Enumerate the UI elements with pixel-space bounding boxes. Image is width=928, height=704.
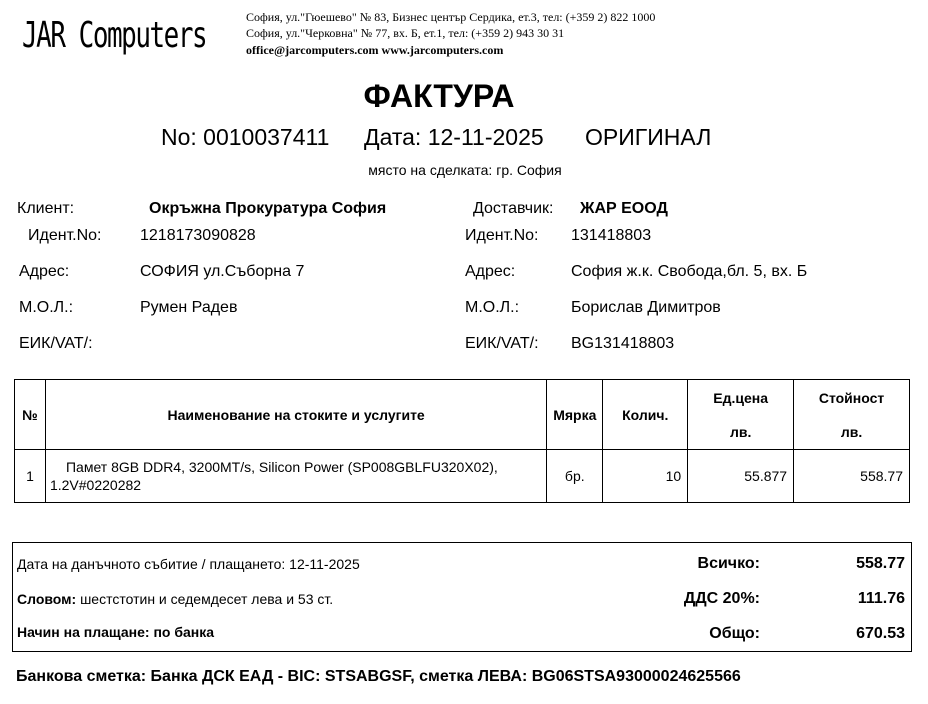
- header-value-line2: лв.: [840, 423, 863, 440]
- header-value-line1: Стойност: [818, 389, 885, 406]
- header-price-line1: Ед.цена: [713, 389, 768, 406]
- client-id: 1218173090828: [140, 227, 256, 244]
- client-address: СОФИЯ ул.Съборна 7: [140, 263, 305, 280]
- row-num: 1: [15, 450, 46, 503]
- total-value: 558.77: [856, 555, 905, 572]
- company-logo: JAR Computers: [22, 15, 207, 56]
- row-name-line1: Памет 8GB DDR4, 3200MT/s, Silicon Power (SP008GBLFU320X02),: [65, 459, 498, 475]
- row-value: 558.77: [794, 450, 910, 503]
- company-address-2: София, ул."Черковна" № 77, вх. Б, ет.1, тел: (+359 2) 943 30 31: [246, 26, 565, 40]
- amount-in-words: [17, 591, 333, 607]
- supplier-vat: BG131418803: [571, 335, 675, 352]
- company-address-1: София, ул."Гюешево" № 83, Бизнес център Сердика, ет.3, тел: (+359 2) 822 1000: [246, 10, 656, 24]
- row-name-line2: 1.2V#0220282: [49, 477, 142, 493]
- supplier-address: София ж.к. Свобода,бл. 5, вх. Б: [571, 263, 808, 280]
- header-price: [688, 380, 794, 450]
- supplier-vat-label: ЕИК/VAT/:: [465, 335, 539, 352]
- items-table: [14, 379, 910, 503]
- invoice-date: Дата: 12-11-2025: [364, 124, 544, 150]
- client-mol: Румен Радев: [140, 299, 238, 316]
- items-header-row: [15, 380, 910, 450]
- row-qty: 10: [603, 450, 688, 503]
- deal-place: място на сделката: гр. София: [368, 162, 562, 178]
- vat-label: ДДС 20%:: [683, 590, 760, 607]
- vat-value: 111.76: [857, 590, 905, 607]
- supplier-address-label: Адрес:: [465, 263, 516, 280]
- supplier-label: Доставчик:: [473, 200, 554, 217]
- invoice-number: No: 0010037411: [161, 124, 330, 150]
- client-vat-label: ЕИК/VAT/:: [19, 335, 93, 352]
- grand-total-value: 670.53: [856, 625, 905, 642]
- company-contacts: office@jarcomputers.com www.jarcomputers.com: [246, 43, 504, 57]
- supplier-mol: Борислав Димитров: [571, 299, 721, 316]
- header-name: Наименование на стоките и услугите: [45, 380, 546, 450]
- row-price: 55.877: [688, 450, 794, 503]
- payment-method: Начин на плащане: по банка: [17, 624, 215, 640]
- client-id-label: Идент.No:: [28, 227, 102, 244]
- supplier-name: ЖАР ЕООД: [580, 200, 668, 217]
- client-name: Окръжна Прокуратура София: [149, 200, 387, 217]
- client-mol-label: М.О.Л.:: [19, 299, 74, 316]
- supplier-id: 131418803: [571, 227, 652, 244]
- tax-event-date: Дата на данъчното събитие / плащането: 12-11-2025: [17, 556, 360, 572]
- words-label: Словом:: [17, 591, 77, 607]
- table-row: [15, 450, 910, 503]
- header-num: №: [15, 380, 46, 450]
- invoice-title: ФАКТУРА: [363, 78, 515, 114]
- summary-box: [12, 542, 912, 652]
- header-value: [794, 380, 910, 450]
- supplier-id-label: Идент.No:: [465, 227, 539, 244]
- row-unit: бр.: [547, 450, 603, 503]
- client-address-label: Адрес:: [19, 263, 70, 280]
- grand-total-label: Общо:: [709, 625, 760, 642]
- client-label: Клиент:: [17, 200, 75, 217]
- header-qty: Колич.: [603, 380, 688, 450]
- header-unit: Мярка: [547, 380, 603, 450]
- total-label: Всичко:: [697, 555, 760, 572]
- supplier-mol-label: М.О.Л.:: [465, 299, 520, 316]
- row-name: [45, 450, 546, 503]
- bank-account: Банкова сметка: Банка ДСК ЕАД - BIC: STSABGSF, сметка ЛЕВА: BG06STSA93000024625566: [16, 668, 741, 685]
- words-value: шестстотин и седемдесет лева и 53 ст.: [76, 591, 334, 607]
- header-price-line2: лв.: [729, 423, 752, 440]
- invoice-copy-type: ОРИГИНАЛ: [585, 124, 712, 150]
